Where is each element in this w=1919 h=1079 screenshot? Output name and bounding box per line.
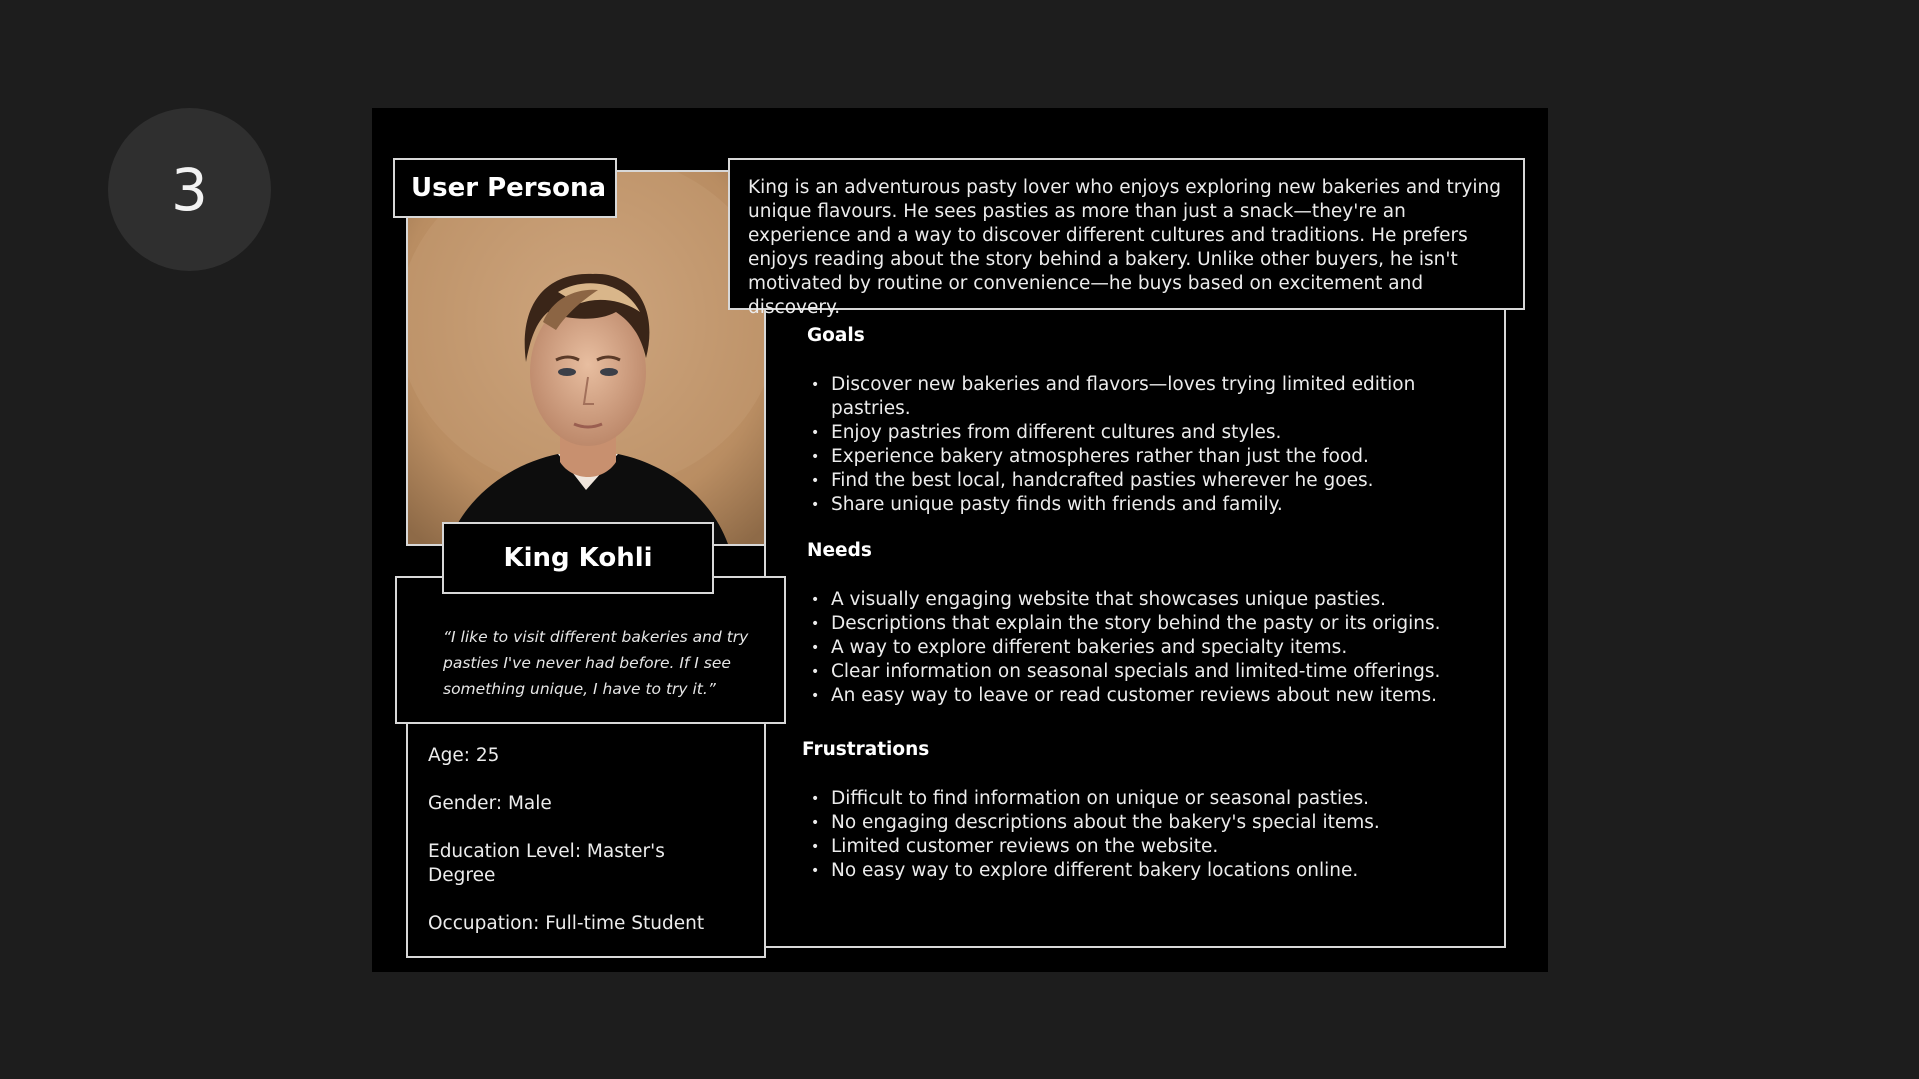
slide-number: 3	[171, 155, 208, 224]
need-item: • An easy way to leave or read customer reviews about new items.	[807, 684, 1487, 708]
need-item: • A way to explore different bakeries and specialty items.	[807, 636, 1487, 660]
education-label: Education Level: Master's Degree	[428, 841, 665, 886]
persona-description-text: King is an adventurous pasty lover who enjoys exploring new bakeries and trying unique flavours. He sees pasties as more than just a snack—they're an experience and a way to discover different cultures and traditions. He prefers enjoys reading about the story behind a bakery. Unlike other buyers, he isn't motivated by routine or convenience—he buys based on excitement and discovery.	[748, 177, 1501, 318]
persona-title	[393, 158, 617, 218]
gender-label: Gender: Male	[428, 793, 552, 814]
frustration-item: • Difficult to find information on unique or seasonal pasties.	[807, 787, 1487, 811]
occupation-label: Occupation: Full-time Student	[428, 913, 705, 934]
frustration-item: • Limited customer reviews on the website.	[807, 835, 1487, 859]
persona-name-text: King Kohli	[503, 543, 653, 573]
persona-description	[728, 158, 1525, 318]
frustration-item: • No easy way to explore different bakery locations online.	[807, 859, 1487, 883]
goals-list	[807, 373, 1427, 517]
persona-card	[372, 108, 1548, 972]
need-item: • Clear information on seasonal specials and limited-time offerings.	[807, 660, 1487, 684]
goal-item: • Discover new bakeries and flavors—loves trying limited edition pastries.	[807, 373, 1427, 421]
slide-number-badge	[108, 108, 271, 271]
persona-photo	[406, 170, 766, 546]
frustrations-heading: Frustrations	[802, 739, 930, 760]
needs-list	[807, 588, 1487, 708]
frustrations-list	[807, 787, 1487, 883]
persona-title-text: User Persona	[411, 173, 606, 203]
portrait-photo-icon	[408, 172, 764, 544]
persona-demographics	[406, 722, 766, 958]
need-item: • Descriptions that explain the story behind the pasty or its origins.	[807, 612, 1487, 636]
goal-item: • Experience bakery atmospheres rather than just the food.	[807, 445, 1427, 469]
persona-quote	[395, 576, 786, 724]
goal-item: • Enjoy pastries from different cultures and styles.	[807, 421, 1427, 445]
need-item: • A visually engaging website that showcases unique pasties.	[807, 588, 1487, 612]
persona-name	[442, 522, 714, 594]
needs-heading: Needs	[807, 540, 872, 561]
goal-item: • Find the best local, handcrafted pasties wherever he goes.	[807, 469, 1427, 493]
goal-item: • Share unique pasty finds with friends and family.	[807, 493, 1427, 517]
frustration-item: • No engaging descriptions about the bakery's special items.	[807, 811, 1487, 835]
age-label: Age: 25	[428, 745, 500, 766]
goals-heading: Goals	[807, 325, 865, 346]
persona-quote-text: “I like to visit different bakeries and try pasties I've never had before. If I see something unique, I have to try it.”	[443, 628, 749, 698]
